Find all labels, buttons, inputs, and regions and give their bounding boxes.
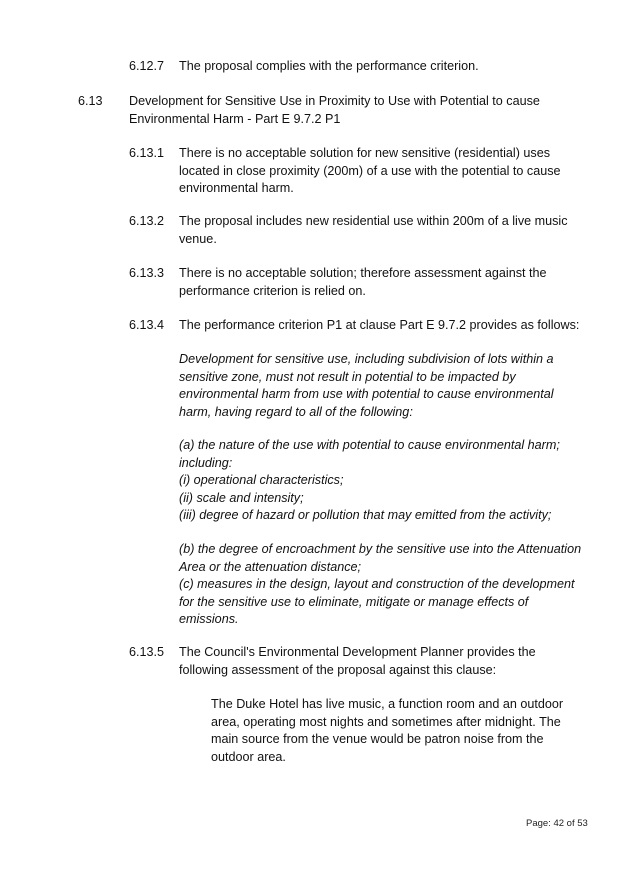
- criterion-intro: Development for sensitive use, including subdivision of lots within a sensitive zone, must not result in potential to be impacted by environmental harm from use with potential to cause environmental harm, having regard to all of the following:: [179, 352, 554, 419]
- clause-number: 6.13.3: [129, 266, 165, 280]
- section-heading: Development for Sensitive Use in Proximity to Use with Potential to cause Environmental Harm - Part E 9.7.2 P1: [129, 94, 540, 126]
- clause-number: 6.12.7: [129, 59, 165, 73]
- criterion-item-b: (b) the degree of encroachment by the sensitive use into the Attenuation Area or the attenuation distance;: [179, 542, 582, 574]
- criterion-item-a-ii: (ii) scale and intensity;: [179, 490, 304, 505]
- clause-text: There is no acceptable solution for new sensitive (residential) uses located in close proximity (200m) of a use with the potential to cause environmental harm.: [179, 146, 561, 195]
- criterion-list-b-c: [179, 541, 584, 629]
- page-number: Page: 42 of 53: [526, 818, 588, 829]
- clause-text: The Council's Environmental Development Planner provides the following assessment of the proposal against this clause:: [179, 645, 536, 677]
- clause-number: 6.13.5: [129, 645, 165, 659]
- clause-number: 6.13.2: [129, 214, 165, 228]
- criterion-item-a-i: (i) operational characteristics;: [179, 473, 344, 487]
- criterion-item-a-iii: (iii) degree of hazard or pollution that may emitted from the activity;: [179, 508, 552, 522]
- clause-text: There is no acceptable solution; therefore assessment against the performance criterion is relied on.: [179, 266, 547, 298]
- clause-text: The proposal includes new residential use within 200m of a live music venue.: [179, 214, 568, 246]
- clause-number: 6.13.4: [129, 318, 165, 332]
- clause-number: 6.13.1: [129, 146, 165, 160]
- section-number: 6.13: [78, 94, 103, 108]
- criterion-item-c: (c) measures in the design, layout and construction of the development for the sensitive use to eliminate, mitigate or manage effects of emissions.: [179, 577, 575, 626]
- clause-text: The proposal complies with the performance criterion.: [179, 59, 479, 73]
- clause-text: The performance criterion P1 at clause Part E 9.7.2 provides as follows:: [179, 318, 580, 332]
- criterion-item-a: (a) the nature of the use with potential to cause environmental harm; including:: [179, 438, 560, 470]
- criterion-list-a: [179, 437, 579, 525]
- assessment-quote: The Duke Hotel has live music, a function room and an outdoor area, operating most nights and sometimes after midnight. The main source from the venue would be patron noise from the outdoor area.: [211, 697, 564, 764]
